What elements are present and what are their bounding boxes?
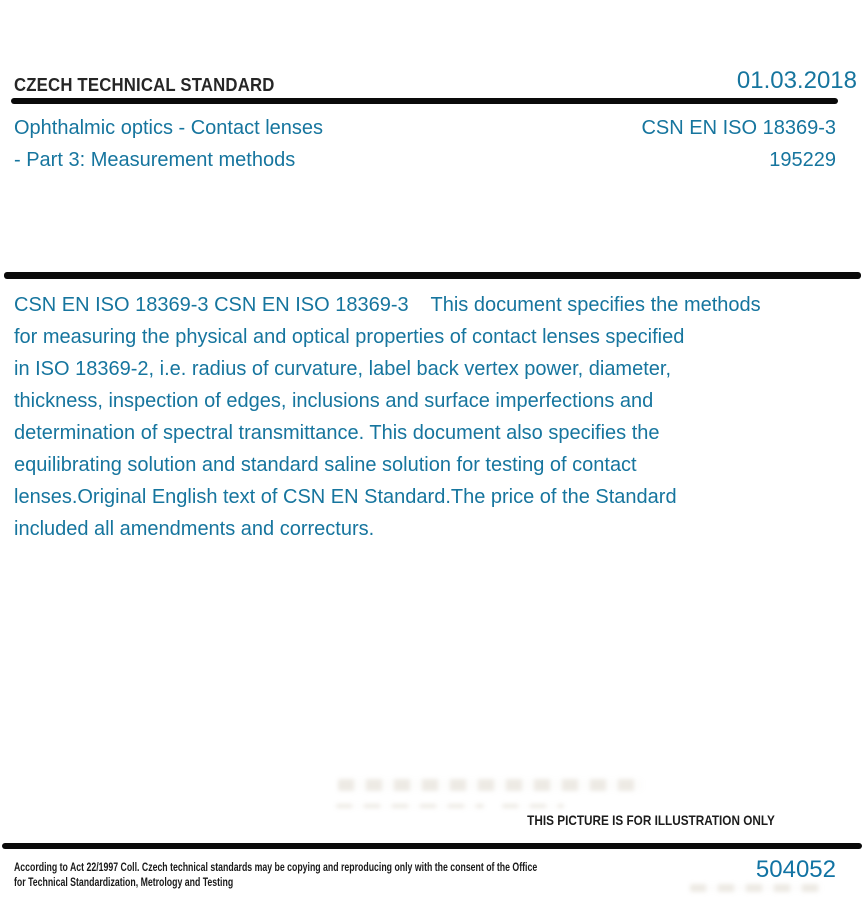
header-divider-rule: [11, 98, 838, 104]
watermark-ghost-text: [338, 779, 643, 791]
abstract-paragraph: [14, 289, 761, 545]
title-divider-rule: [4, 272, 861, 279]
watermark-ghost-line: [502, 804, 564, 808]
watermark-ghost-text: [690, 884, 822, 892]
standard-reference: [641, 112, 836, 176]
standard-title: [14, 112, 323, 176]
abstract-line: equilibrating solution and standard saline solution for testing of contact: [14, 454, 637, 476]
footer-divider-rule: [2, 843, 862, 849]
abstract-line: included all amendments and correcturs.: [14, 518, 375, 540]
watermark-ghost-line: [336, 804, 484, 808]
standard-designation: CSN EN ISO 18369-3: [641, 117, 836, 139]
abstract-line: for measuring the physical and optical properties of contact lenses specified: [14, 326, 685, 348]
document-type-heading: CZECH TECHNICAL STANDARD: [14, 75, 275, 95]
copyright-notice-line-2: for Technical Standardization, Metrology and Testing: [14, 876, 234, 889]
copyright-notice-line-1: According to Act 22/1997 Coll. Czech technical standards may be copying and reproducing only with the consent of the Office: [14, 862, 538, 874]
copyright-notice: [14, 861, 537, 890]
issue-date: 01.03.2018: [736, 67, 857, 94]
abstract-line: determination of spectral transmittance. This document also specifies the: [14, 422, 660, 444]
order-number: 504052: [755, 856, 836, 883]
standard-class-number: 195229: [769, 149, 836, 171]
illustration-only-notice: THIS PICTURE IS FOR ILLUSTRATION ONLY: [527, 812, 775, 828]
standard-title-line-1: Ophthalmic optics - Contact lenses: [14, 117, 324, 139]
abstract-line: thickness, inspection of edges, inclusions and surface imperfections and: [14, 390, 654, 412]
abstract-line: in ISO 18369-2, i.e. radius of curvature, label back vertex power, diameter,: [14, 358, 672, 380]
abstract-line: lenses.Original English text of CSN EN Standard.The price of the Standard: [14, 486, 677, 508]
standard-title-line-2: - Part 3: Measurement methods: [14, 149, 296, 171]
abstract-line: CSN EN ISO 18369-3 CSN EN ISO 18369-3 This document specifies the methods: [14, 294, 761, 316]
